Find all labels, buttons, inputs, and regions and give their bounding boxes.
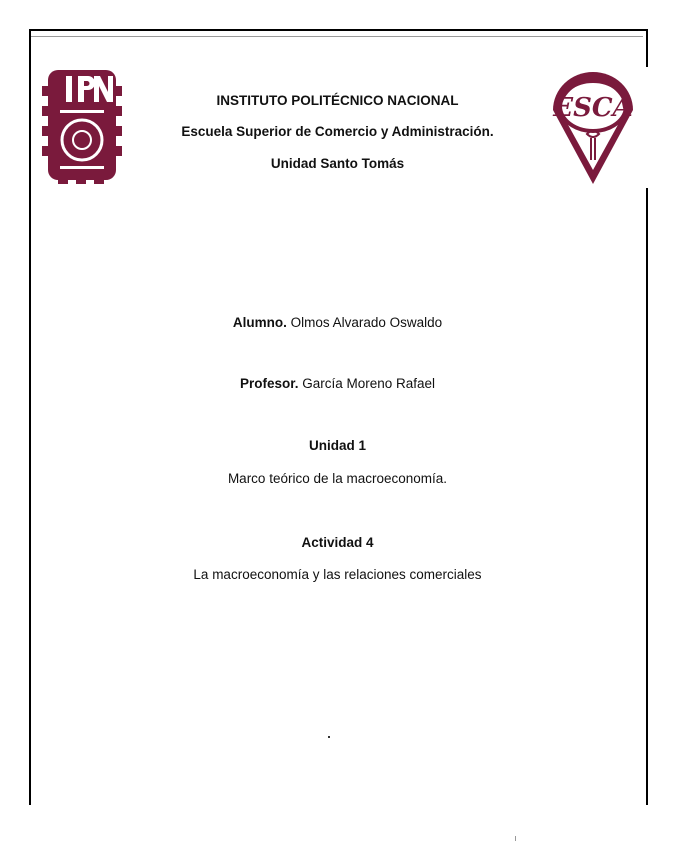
svg-text:ESCA: ESCA xyxy=(553,93,633,123)
activity-heading: Actividad 4 xyxy=(301,535,374,550)
student-label: Alumno. xyxy=(232,315,287,330)
professor-line xyxy=(0,376,675,391)
activity-title: La macroeconomía y las relaciones comerciales xyxy=(193,567,482,582)
unit-title: Marco teórico de la macroeconomía. xyxy=(227,471,448,486)
professor-name: García Moreno Rafael xyxy=(298,376,436,391)
student-name: Olmos Alvarado Oswaldo xyxy=(286,315,443,330)
page-border-right-bottom xyxy=(646,188,648,805)
page-border-left xyxy=(29,29,31,805)
page-border-top-inner xyxy=(29,36,643,37)
professor-label: Profesor. xyxy=(239,376,299,391)
stray-dot xyxy=(328,736,330,738)
page-border-top xyxy=(29,29,648,31)
student-line xyxy=(0,315,675,330)
unit-heading: Unidad 1 xyxy=(308,438,366,453)
page-border-right-top xyxy=(646,29,648,67)
institute-name: INSTITUTO POLITÉCNICO NACIONAL xyxy=(216,93,459,108)
campus-name: Unidad Santo Tomás xyxy=(270,156,405,171)
stray-mark xyxy=(515,836,516,841)
school-name: Escuela Superior de Comercio y Administración. xyxy=(181,124,494,139)
